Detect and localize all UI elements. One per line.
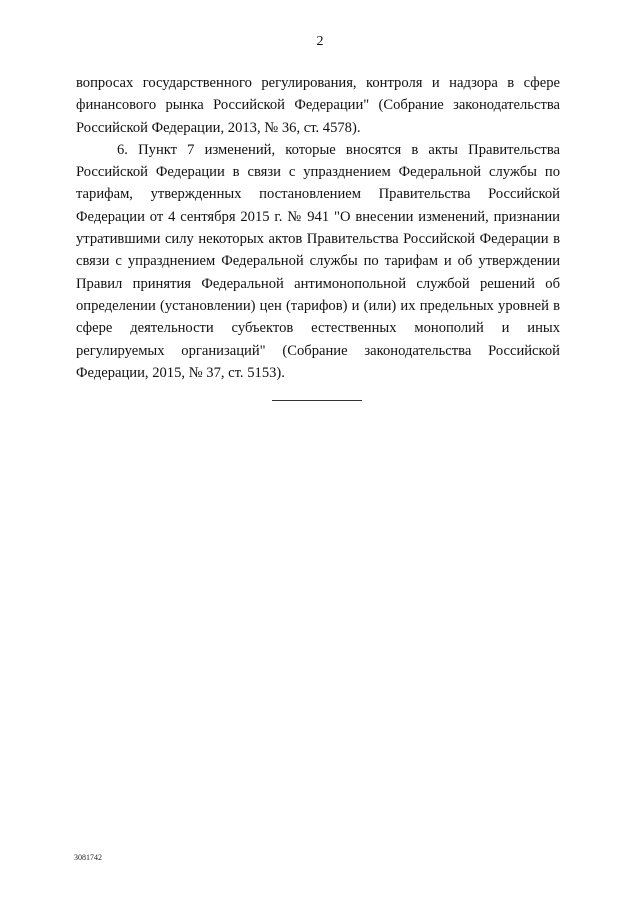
end-divider — [272, 400, 362, 401]
page-number: 2 — [316, 34, 324, 49]
paragraph-continuation: вопросах государственного регулирования, контроля и надзора в сфере финансового рынка Российской Федерации" (Собрание законодательства Российской Федерации, 2013, № 36, ст. 4578). — [76, 75, 560, 136]
paragraph-item-6: 6. Пункт 7 изменений, которые вносятся в акты Правительства Российской Федерации в связи с упразднением Федеральной службы по тарифам, утвержденных постановлением Правительства Российской Федерации от 4 сентября 2015 г. № 941 "О внесении изменений, признании утратившими силу некоторых актов Правительства Российской Федерации в связи с упразднением Федеральной службы по тарифам и об утверждении Правил принятия Федеральной антимонопольной службой решений об определении (установлении) цен (тарифов) и (или) их предельных уровней в сфере деятельности субъектов естественных монополий и иных регулируемых организаций" (Собрание законодательства Российской Федерации, 2015, № 37, ст. 5153). — [76, 141, 560, 381]
document-body — [76, 72, 560, 384]
document-code: 3081742 — [74, 853, 102, 862]
